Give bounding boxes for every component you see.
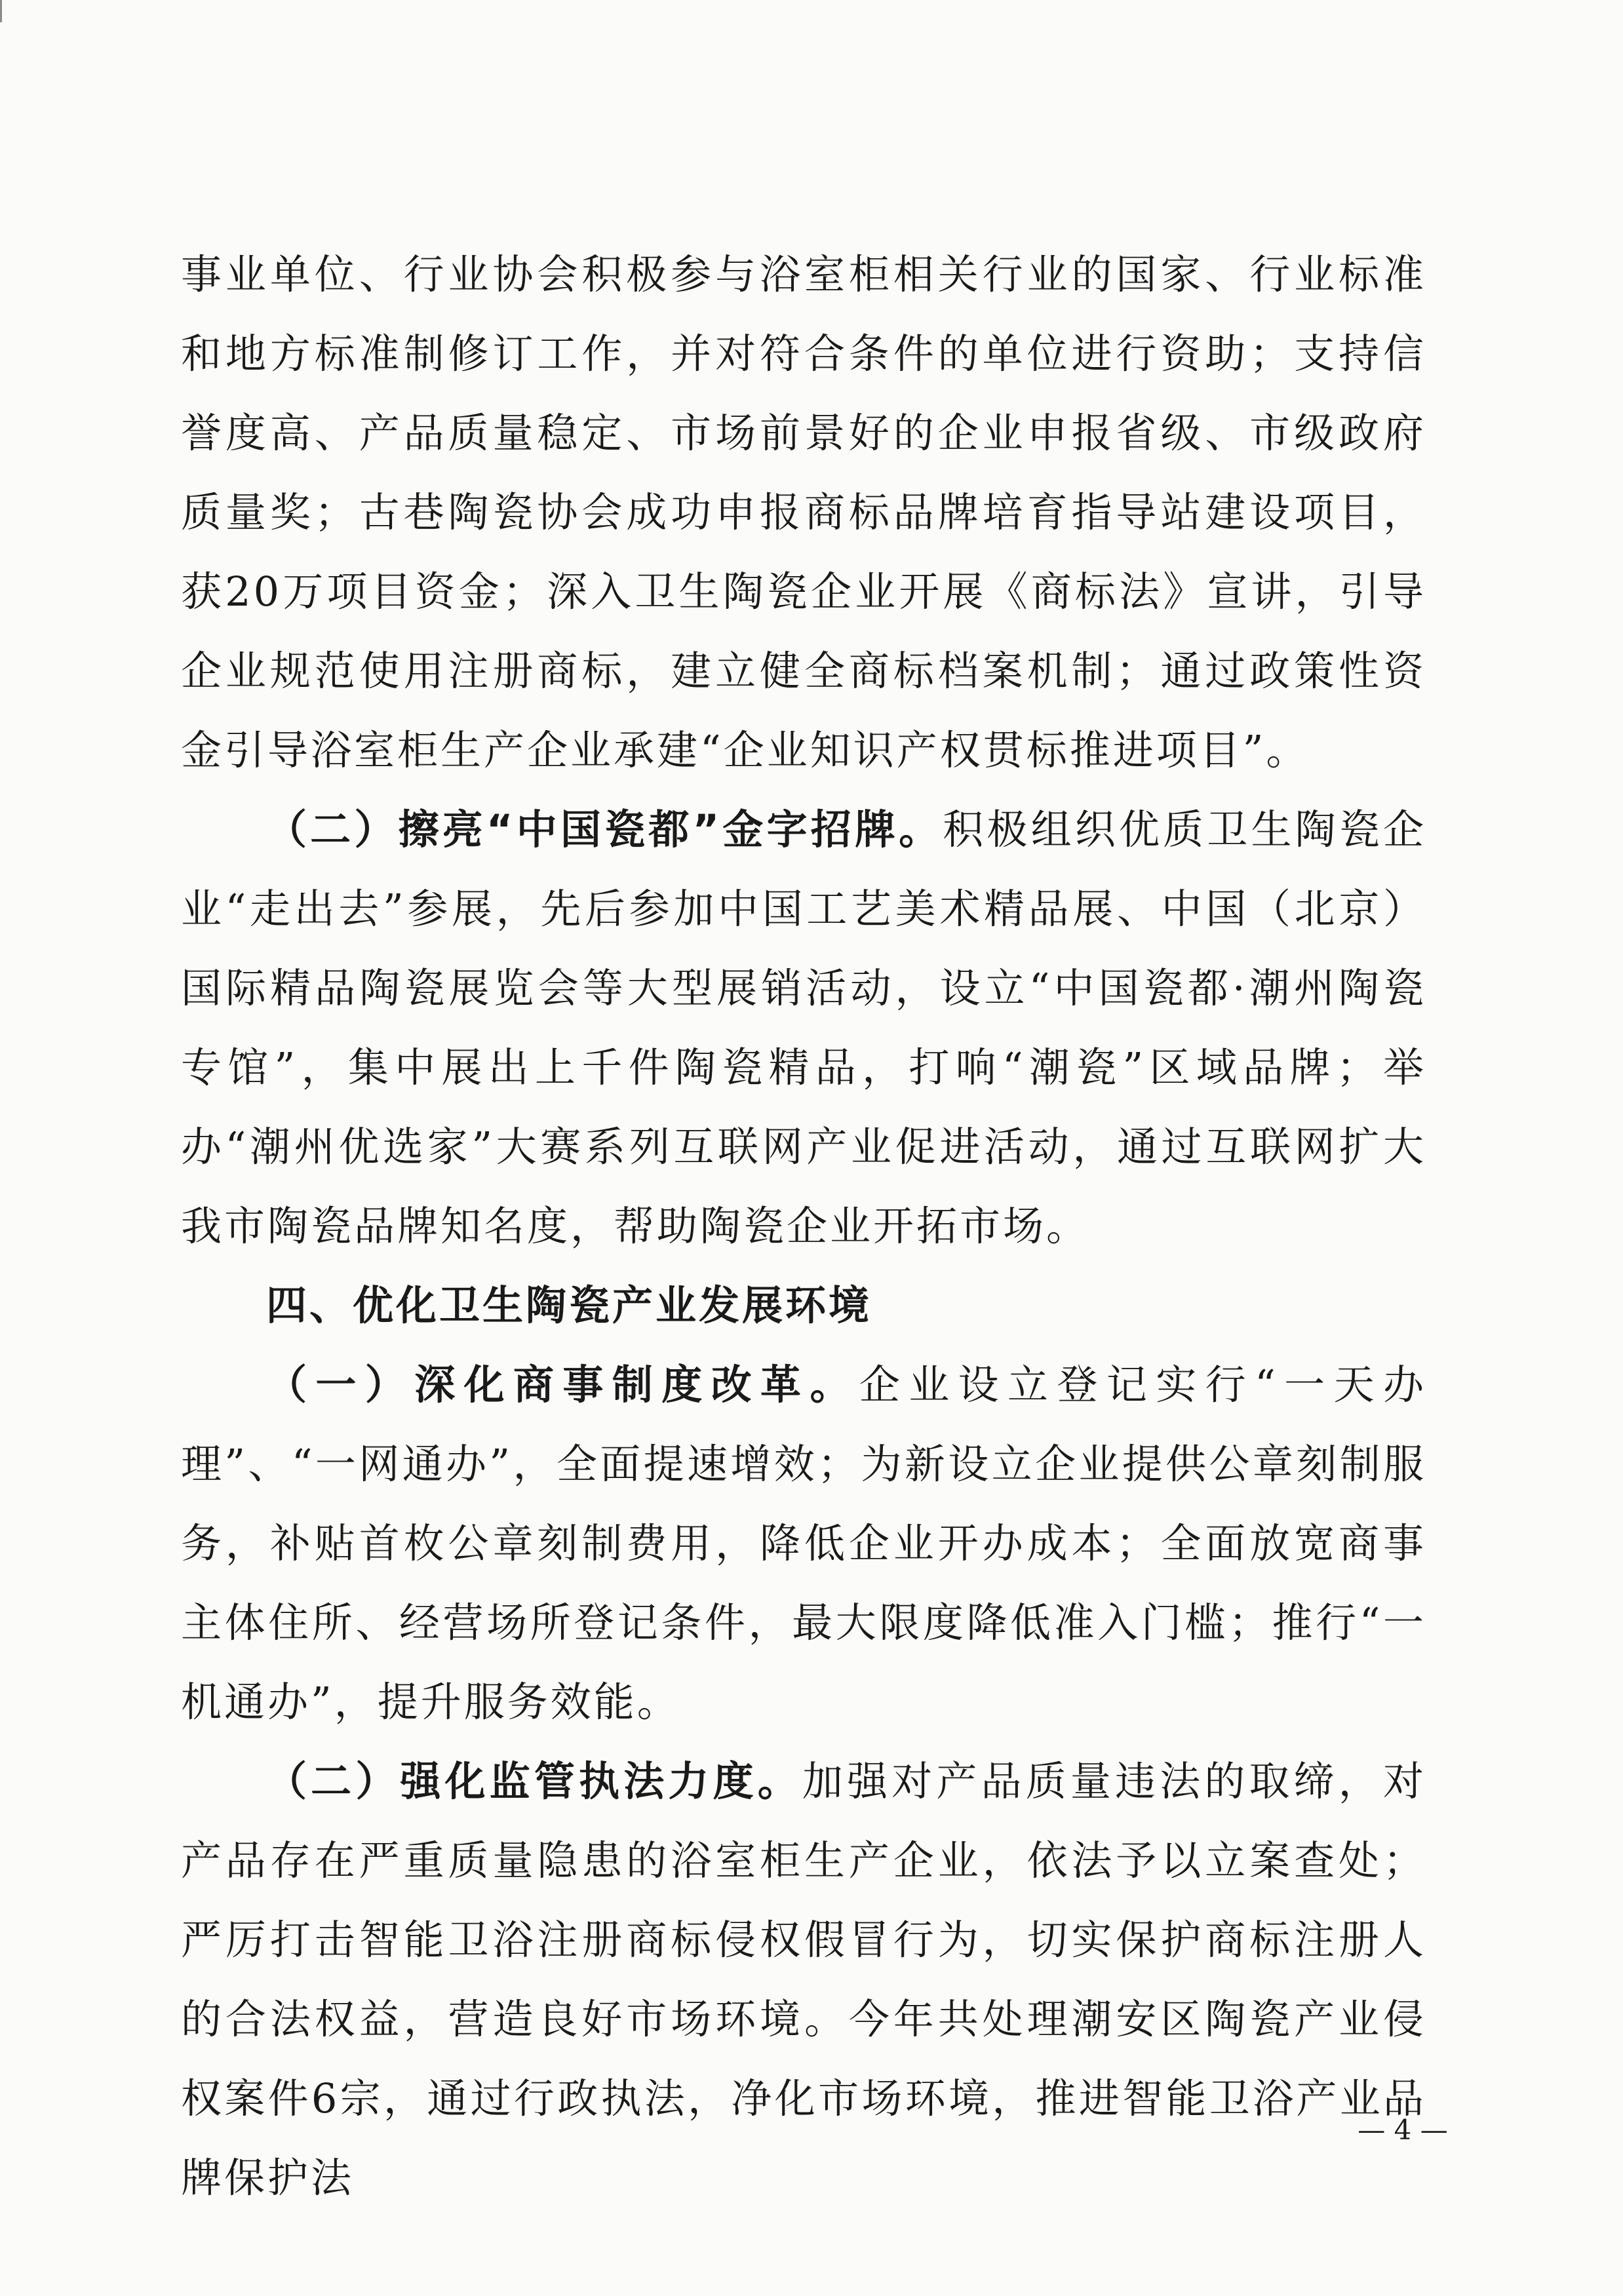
document-body — [181, 235, 1426, 2217]
paragraph-reform — [181, 1345, 1426, 1741]
paragraph-lead: （二）强化监管执法力度。 — [266, 1757, 802, 1805]
paragraph-brand — [181, 790, 1426, 1266]
paragraph-text: 加强对产品质量违法的取缔，对产品存在严重质量隐患的浴室柜生产企业，依法予以立案查处；严厉打击智能卫浴注册商标侵权假冒行为，切实保护商标注册人的合法权益，营造良好市场环境。今年共处理潮安区陶瓷产业侵权案件6宗，通过行政执法，净化市场环境，推进智能卫浴产业品牌保护法 — [181, 1757, 1426, 2202]
page-number: — 4 — — [1358, 2114, 1448, 2146]
paragraph-standards — [181, 235, 1426, 790]
paragraph-lead: （一）深化商事制度改革。 — [266, 1361, 859, 1409]
paragraph-lead: （二）擦亮“中国瓷都”金字招牌。 — [266, 806, 943, 853]
paragraph-text: 企业设立登记实行“一天办理”、“一网通办”，全面提速增效；为新设立企业提供公章刻制服务，补贴首枚公章刻制费用，降低企业开办成本；全面放宽商事主体住所、经营场所登记条件，最大限度降低准入门槛；推行“一机通办”，提升服务效能。 — [181, 1361, 1426, 1726]
paragraph-text: 事业单位、行业协会积极参与浴室柜相关行业的国家、行业标准和地方标准制修订工作，并对符合条件的单位进行资助；支持信誉度高、产品质量稳定、市场前景好的企业申报省级、市级政府质量奖；古巷陶瓷协会成功申报商标品牌培育指导站建设项目，获20万项目资金；深入卫生陶瓷企业开展《商标法》宣讲，引导企业规范使用注册商标，建立健全商标档案机制；通过政策性资金引导浴室柜生产企业承建“企业知识产权贯标推进项目”。 — [181, 250, 1426, 774]
paragraph-text: 积极组织优质卫生陶瓷企业“走出去”参展，先后参加中国工艺美术精品展、中国（北京）国际精品陶瓷展览会等大型展销活动，设立“中国瓷都·潮州陶瓷专馆”，集中展出上千件陶瓷精品，打响“潮瓷”区域品牌；举办“潮州优选家”大赛系列互联网产业促进活动，通过互联网扩大我市陶瓷品牌知名度，帮助陶瓷企业开拓市场。 — [181, 806, 1426, 1250]
scan-corner-mark — [0, 0, 2, 22]
paragraph-enforcement — [181, 1741, 1426, 2217]
section-heading: 四、优化卫生陶瓷产业发展环境 — [266, 1281, 872, 1329]
